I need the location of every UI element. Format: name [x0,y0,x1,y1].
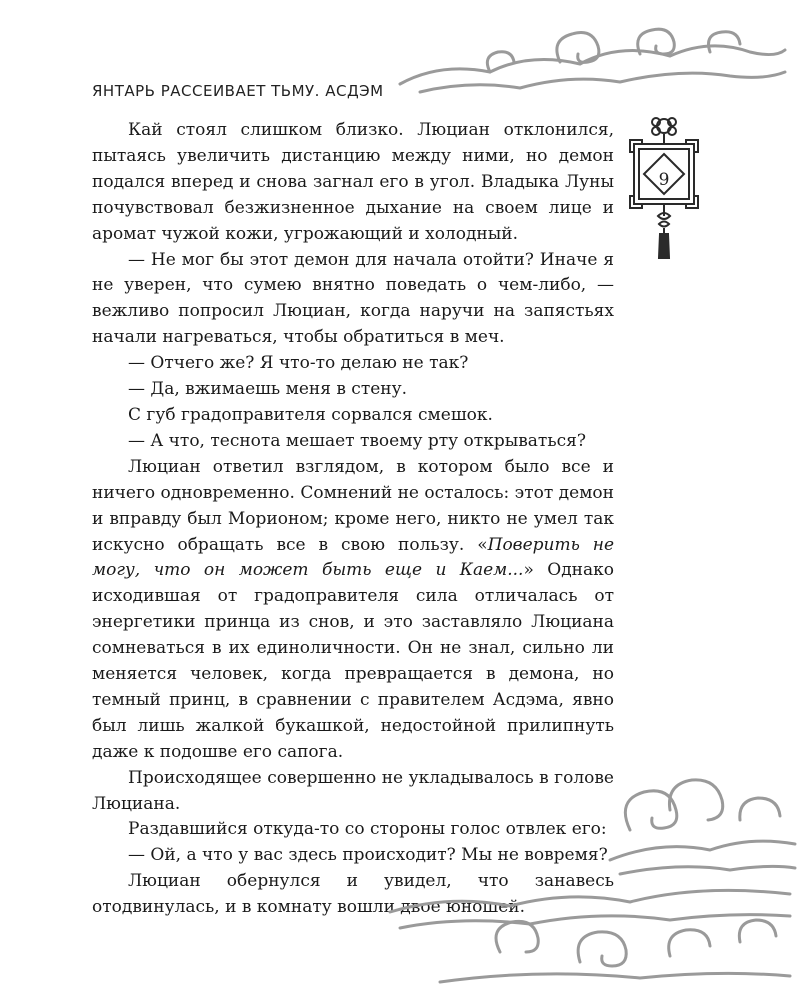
paragraph: Раздавшийся откуда-то со стороны голос отвлек его: [128,819,607,840]
paragraph-text: » Однако исходившая от градоправителя сила отличалась от энергетики принца из снов, и это заставляло Люциана сомневаться в их единоличности. Он не знал, сильно ли меняется человек, когда превращается в демона, но темный принц, в сравнении с правителем Асдэма, явно был лишь жалкой букашкой, недостойной прилипнуть даже к подошве его сапога. [92,560,614,762]
body-text [92,118,614,921]
tassel-icon [658,204,670,258]
running-title: ЯНТАРЬ РАССЕИВАЕТ ТЬМУ. АСДЭМ [92,82,384,100]
cloud-ornament-top-icon [380,22,790,112]
chapter-number: 9 [658,170,670,190]
paragraph-text: Люциан ответил взглядом, в котором было все и ничего одновременно. Сомнений не осталось: этот демон и вправду был Морионом; кроме него, никто не умел так искусно обращать все в свою пользу. « [92,456,614,555]
paragraph: — Ой, а что у вас здесь происходит? Мы не вовремя? [128,845,608,866]
paragraph [92,455,614,766]
cloud-ornament-bottom-icon [380,872,800,1000]
paragraph: С губ градоправителя сорвался смешок. [128,404,493,425]
paragraph: — Да, вжимаешь меня в стену. [128,379,408,400]
flower-knot-icon [652,118,676,144]
paragraph: Кай стоял слишком близко. Люциан отклонился, пытаясь увеличить дистанцию между ними, но демон подался вперед и снова загнал его в угол. Владыка Луны почувствовал безжизненное дыхание на своем лице и аромат чужой кожи, угрожающий и холодный. [92,120,614,244]
paragraph: — Отчего же? Я что-то делаю не так? [128,353,469,374]
chapter-medallion [626,112,702,262]
paragraph: Люциан обернулся и увидел, что занавесь отодвинулась, и в комнату вошли двое юношей. [92,871,614,918]
paragraph: — А что, теснота мешает твоему рту открываться? [128,430,586,451]
italic-quote: Поверить не могу, что он может быть еще и Каем... [92,534,615,581]
paragraph: Происходящее совершенно не укладывалось в голове Люциана. [92,767,614,814]
paragraph: — Не мог бы этот демон для начала отойти? Иначе я не уверен, что сумею внятно поведать о чем-либо, — вежливо попросил Люциан, когда наручи на запястьях начали нагреваться, чтобы обратиться в меч. [92,249,614,348]
